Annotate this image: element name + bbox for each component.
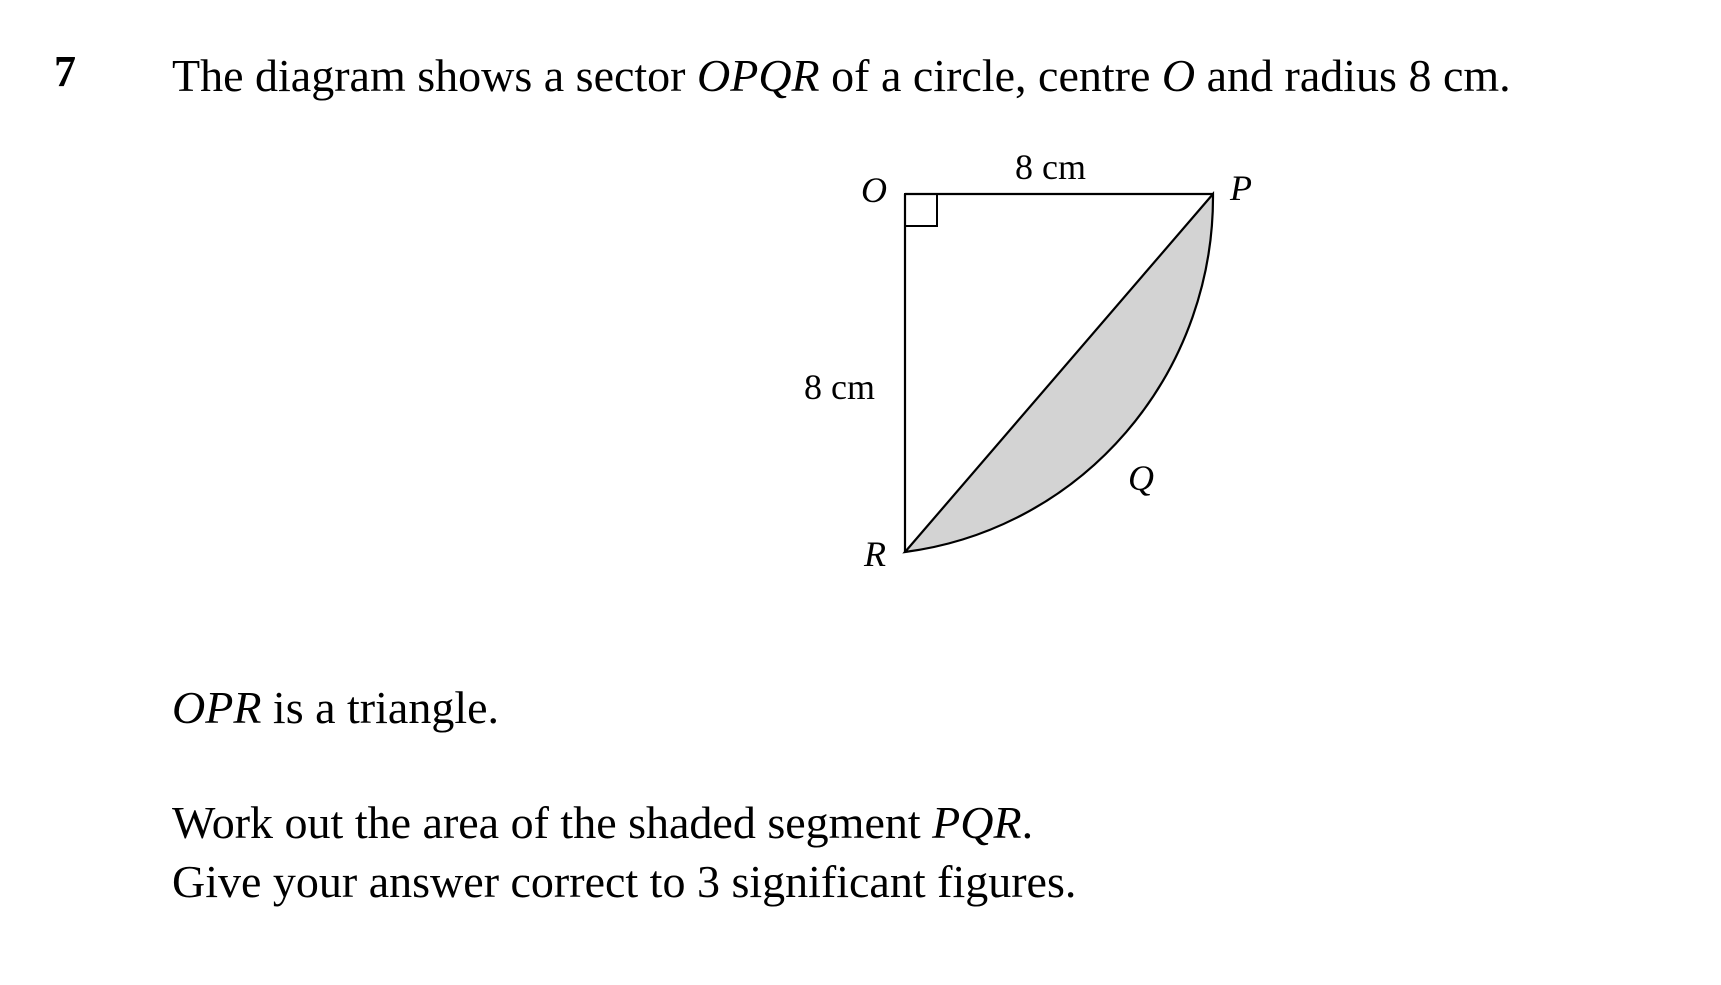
shaded-segment bbox=[905, 194, 1213, 552]
triangle-statement bbox=[172, 682, 499, 735]
precision-statement: Give your answer correct to 3 significant figures. bbox=[172, 856, 1077, 907]
question-intro bbox=[172, 50, 1511, 103]
label-o: O bbox=[861, 170, 887, 210]
segment-name: PQR bbox=[932, 797, 1022, 848]
label-q: Q bbox=[1128, 458, 1154, 498]
centre-name: O bbox=[1161, 50, 1196, 101]
sector-name: OPQR bbox=[697, 50, 820, 101]
intro-text-2: of a circle, centre bbox=[819, 50, 1162, 101]
triangle-name: OPR bbox=[172, 682, 262, 733]
question-number: 7 bbox=[54, 47, 76, 96]
right-angle-marker bbox=[905, 194, 937, 226]
task-text: Work out the area of the shaded segment bbox=[172, 797, 933, 848]
label-op-length: 8 cm bbox=[1015, 147, 1086, 187]
task-statement bbox=[172, 797, 1033, 850]
intro-text-3: and radius 8 cm. bbox=[1195, 50, 1511, 101]
intro-text-1: The diagram shows a sector bbox=[172, 50, 698, 101]
triangle-text: is a triangle. bbox=[261, 682, 500, 733]
label-r: R bbox=[864, 534, 886, 574]
sector-diagram bbox=[804, 147, 1420, 590]
label-p: P bbox=[1230, 168, 1252, 208]
task-period: . bbox=[1021, 797, 1034, 848]
label-or-length: 8 cm bbox=[804, 367, 875, 407]
